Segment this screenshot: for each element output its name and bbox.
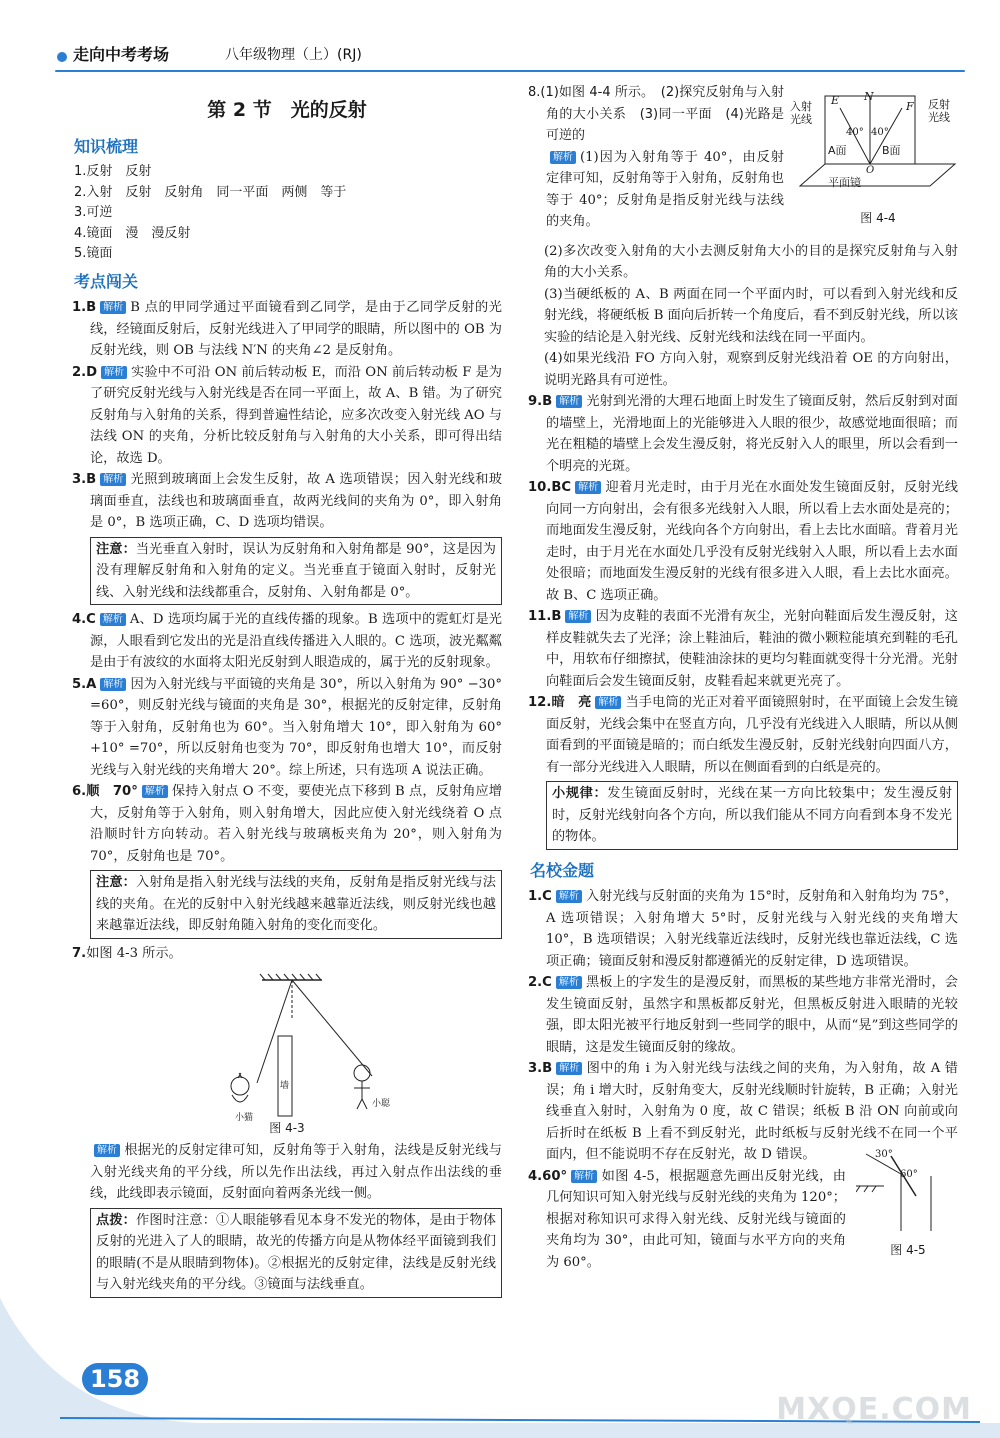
analysis-tag: 解析: [100, 678, 126, 691]
answer-text: B 点的甲同学通过平面镜看到乙同学，是由于乙同学反射的光线，经镜面反射后，反射光线进入了甲同学的眼睛，所以图中的 OB 为反射光线，则 OB 与法线 N′N 的夹角∠2 是反射角。: [90, 300, 502, 358]
analysis-tag: 解析: [556, 1062, 582, 1075]
left-column: [72, 82, 502, 1302]
right-column: [528, 82, 958, 1273]
answer-item: [72, 609, 502, 674]
incident-ray-label: 入射光线: [790, 100, 812, 126]
watermark: MXQE.COM: [776, 1391, 972, 1427]
knowledge-item: 2.入射 反射 反射角 同一平面 两侧 等于: [74, 184, 347, 200]
boy-label: 小聪: [372, 1099, 391, 1109]
label-f: F: [906, 100, 914, 113]
answer-text: 迎着月光走时，由于月光在水面处发生镜面反射，反射光线向同一方向射出，会有很多光线射入人眼，所以看上去水面处是亮的；而地面发生漫反射，光线向各个方向射出，看上去比水面暗。背着月光走时，由于月光在水面处几乎没有反射光线射入人眼，所以看上去水面处很暗；而地面发生漫反射的光线有很多进入人眼，看上去比水面亮。故 B、C 选项正确。: [546, 480, 958, 603]
answer-key: 6.顺 70°: [72, 784, 138, 799]
answer-key: 5.A: [72, 676, 97, 692]
note-text: 当光垂直入射时，误认为反射角和入射角都是 90°，这是因为没有理解反射角和入射角的定义。当光垂直于镜面入射时，反射光线、入射光线和法线都重合，反射角、入射角都是 0°。: [96, 541, 496, 600]
page-number: 158: [82, 1363, 148, 1395]
answer-key: 3.B: [528, 1061, 553, 1076]
answer-text: 当手电筒的光正对着平面镜照射时，在平面镜上会发生镜面反射，光线会集中在竖直方向，几乎没有光线进入人眼睛，所以从侧面看到的平面镜是暗的；而白纸发生漫反射，反射光线射向四面八方，有一部分光线进入人眼睛，所以在侧面看到的白纸是亮的。: [546, 695, 958, 775]
note-label: 点拨：: [96, 1212, 137, 1228]
heading-checkpoints: 考点闯关: [74, 271, 139, 291]
answer-key: 1.B: [72, 300, 97, 315]
answer-item: [72, 362, 502, 470]
analysis-tag: 解析: [142, 785, 168, 798]
note-text: 发生镜面反射时，光线在某一方向比较集中；发生漫反射时，反射光线射向各个方向，所以我们能从不同方向看到本身不发光的物体。: [552, 786, 953, 844]
analysis-tag: 解析: [100, 613, 126, 626]
angle-label: 30°: [875, 1148, 893, 1160]
answer-key: 1.C: [528, 889, 552, 904]
angle-label: 60°: [900, 1168, 918, 1180]
analysis-tag: 解析: [556, 976, 582, 989]
knowledge-item: 4.镜面 漫 漫反射: [74, 225, 191, 241]
answer-key: 10.BC: [528, 480, 572, 495]
header-rule: [55, 70, 965, 72]
book-brand: 走向中考考场: [73, 45, 170, 64]
note-box: [90, 870, 502, 939]
answer-item: [528, 972, 958, 1058]
note-box: [90, 1208, 502, 1298]
answer-text: 如图 4-3 所示。: [86, 945, 182, 961]
m4-block: [528, 1148, 958, 1274]
book-subtitle: 八年级物理（上）(RJ): [225, 47, 362, 63]
note-label: 注意：: [96, 875, 137, 890]
answer-item: (3)当硬纸板的 A、B 两面在同一个平面内时，可以看到入射光线和反射光线，将硬纸板 B 面向后折转一个角度后，看不到反射光线，所以该实验的结论是入射光线、反射光线和法线在同一平面内。: [544, 286, 958, 345]
label-n: N: [864, 90, 874, 103]
knowledge-item: 1.反射 反射: [74, 164, 152, 179]
answer-item: [72, 469, 502, 534]
note-box: [90, 537, 502, 606]
answer-key: 7.: [72, 945, 87, 961]
answer-text: (1)因为入射角等于 40°，由反射定律可知，反射角等于入射角，反射角也等于 40°；反射角是指反射光线与法线的夹角。: [546, 149, 784, 229]
angle-label: 40°: [871, 127, 889, 138]
answer-key: 2.D: [72, 364, 98, 380]
analysis-tag: 解析: [556, 395, 582, 408]
answer-text: 实验中不可沿 ON 前后转动板 E，而沿 ON 前后转动板 F 是为了研究反射光线与入射光线是否在同一平面上，故 A、B 错。为了研究反射角与入射角的关系，得到普遍性结论，应多次改变入射光线 AO 与法线 ON 的夹角，分析比较反射角与入射角的大小关系，即可得出结论，故选 D。: [90, 364, 502, 466]
answer-key: 4.60°: [528, 1168, 568, 1184]
answer-item: [528, 692, 958, 778]
reflected-ray-label: 反射光线: [928, 98, 950, 124]
answer-text: 光照到玻璃面上会发生反射，故 A 选项错误；因入射光线和玻璃面垂直，法线也和玻璃面垂直，故两光线间的夹角为 0°，即入射角是 0°，B 选项正确，C、D 选项均错误。: [90, 472, 502, 530]
answer-item: [72, 781, 502, 867]
figure-4-3: [72, 968, 502, 1138]
answer-key: 2.C: [528, 975, 552, 990]
answer-key: 12.暗 亮: [528, 695, 592, 710]
analysis-tag: 解析: [595, 696, 621, 709]
answer-item: [528, 147, 784, 233]
answer-item: (4)如果光线沿 FO 方向入射，观察到反射光线沿着 OE 的方向射出，说明光路具有可逆性。: [544, 351, 958, 388]
section-title: 第 2 节 光的反射: [207, 99, 367, 121]
answer-text: 保持入射点 O 不变，要使光点下移到 B 点，反射角应增大，反射角等于入射角，则入射角增大，因此应使入射光线绕着 O 点沿顺时针方向转动。若入射光线与玻璃板夹角为 20°，则入射角为 70°，反射角也是 70°。: [90, 784, 502, 864]
analysis-tag: 解析: [94, 1144, 120, 1157]
angle-label: 40°: [846, 127, 864, 138]
answer-item: [528, 1166, 846, 1274]
analysis-tag: 解析: [575, 481, 601, 494]
mirror-label: 平面镜: [828, 176, 861, 189]
analysis-tag: 解析: [100, 301, 126, 314]
answer-text: 光射到光滑的大理石地面上时发生了镜面反射，然后反射到对面的墙壁上，光滑地面上的光能够进入人眼的很少，故感觉地面很暗；而光在粗糙的墙壁上会发生漫反射，将光反射入人的眼里，所以会看到一个明亮的光斑。: [546, 394, 958, 474]
answer-text: 如图 4-5，根据题意先画出反射光线，由几何知识可知入射光线与反射光线的夹角为 120°；根据对称知识可求得入射光线、反射光线与镜面的夹角均为 30°，由此可知，镜面与水平方向的夹角为 60°。: [546, 1168, 846, 1270]
point-o-label: O: [866, 165, 875, 176]
answer-item: [72, 297, 502, 362]
knowledge-item: 3.可逆: [74, 205, 113, 220]
answer-item: [528, 477, 958, 606]
header-dot-icon: [57, 52, 67, 62]
answer-item: [72, 674, 502, 782]
answer-item: 8.(1)如图 4-4 所示。 (2)探究反射角与入射角的大小关系 (3)同一平面 (4)光路是可逆的: [528, 85, 784, 143]
note-text: 入射角是指入射光线与法线的夹角，反射角是指反射光线与法线的夹角。在光的反射中入射光线越来越靠近法线，则反射光线也越来越靠近法线，即反射角随入射角的变化而变化。: [96, 875, 496, 933]
figure-caption: 图 4-5: [890, 1242, 926, 1257]
analysis-tag: 解析: [571, 1170, 597, 1183]
answer-key: 11.B: [528, 609, 562, 624]
answer-text: 根据光的反射定律可知，反射角等于入射角，法线是反射光线与入射光线夹角的平分线，所以先作出法线，再过入射点作出法线的垂线，此线即表示镜面，反射面向着两条光线一侧。: [90, 1143, 502, 1201]
knowledge-item: 5.镜面: [74, 246, 113, 261]
answer-text: 因为入射光线与平面镜的夹角是 30°，所以入射角为 90° −30° =60°，则反射光线与镜面的夹角是 30°，根据光的反射定律，反射角等于入射角，反射角也为 60°。当入射角增大 10°，即入射角为 60° +10° =70°，所以反射角也变为 70°，即反射角也增大 10°，而反射光线与入射光线的夹角增大 20°。综上所述，只有选项 A 说法正确。: [90, 676, 502, 778]
answer-text: 图中的角 i 为入射光线与法线之间的夹角，为入射角，故 A 错误；角 i 增大时，反射角变大，反射光线顺时针旋转，B 正确；入射光线垂直入射时，入射角为 0 度，故 C 错误；纸板 B 沿 ON 向前或向后折时在纸板 B 上看不到反射光，此时纸板与反射光线不在同一个平面内，但不能说明不存在反射光，故 D 错误。: [546, 1061, 958, 1162]
answer-item: [72, 943, 502, 965]
answer-key: 3.B: [72, 472, 97, 487]
cat-label: 小猫: [235, 1113, 254, 1123]
analysis-tag: 解析: [565, 610, 591, 623]
answer-text: 因为皮鞋的表面不光滑有灰尘，光射向鞋面后发生漫反射，这样皮鞋就失去了光泽；涂上鞋油后，鞋油的微小颗粒能填充到鞋的毛孔中，用软布仔细擦拭，使鞋油涂抹的更均匀鞋面就变得十分光滑。光射向鞋面后会发生镜面反射，皮鞋看起来就更光亮了。: [546, 609, 958, 689]
note-box: [546, 781, 958, 850]
answer-key: 9.B: [528, 394, 553, 409]
figure-caption: 图 4-4: [860, 211, 896, 225]
running-header: [55, 42, 970, 72]
answer-text: 入射光线与反射面的夹角为 15°时，反射角和入射角均为 75°，A 选项错误；入射角增大 5°时，反射光线与入射光线的夹角增大 10°，B 选项错误；入射光线靠近法线时，反射光线也靠近法线，C 选项正确；镜面反射和漫反射都遵循光的反射定律，D 选项错误。: [546, 889, 958, 969]
heading-knowledge: 知识梳理: [74, 136, 139, 156]
note-label: 注意：: [96, 541, 136, 557]
face-b-label: B面: [882, 144, 901, 157]
answer-item: [528, 391, 958, 477]
knowledge-list: [72, 162, 502, 265]
wall-label: 墙: [280, 1081, 290, 1091]
heading-famous-school: 名校金题: [530, 860, 595, 880]
analysis-tag: 解析: [556, 890, 582, 903]
q8-text: [528, 82, 784, 233]
analysis-tag: 解析: [550, 151, 576, 164]
note-text: 作图时注意：①人眼能够看见本身不发光的物体，是由于物体反射的光进入了人的眼睛，故光的传播方向是从物体经平面镜到我们的眼睛(不是从眼睛到物体)。②根据光的反射定律，法线是反射光线与入射光线夹角的平分线。③镜面与法线垂直。: [96, 1212, 496, 1292]
label-e: E: [831, 94, 840, 107]
answer-item: (2)多次改变入射角的大小去测反射角大小的目的是探究反射角与入射角的大小关系。: [544, 243, 958, 280]
note-label: 小规律：: [552, 786, 608, 801]
analysis-tag: 解析: [101, 366, 127, 379]
answer-item: [528, 606, 958, 692]
figure-caption: 图 4-3: [269, 1121, 305, 1135]
answer-item: [72, 1140, 502, 1205]
answer-text: 黑板上的字发生的是漫反射，而黑板的某些地方非常光滑时，会发生镜面反射，虽然字和黑板都反射光，但黑板反射进入眼睛的光较强，即太阳光被平行地反射到一些同学的眼中，从而“晃”到这些同学的眼睛，这是发生镜面反射的缘故。: [546, 975, 958, 1055]
answer-key: 4.C: [72, 612, 96, 627]
figure-4-5-diagram: [856, 1146, 956, 1236]
analysis-tag: 解析: [100, 473, 126, 486]
q8-block: [528, 82, 958, 233]
face-a-label: A面: [828, 144, 847, 157]
answer-text: A、D 选项均属于光的直线传播的现象。B 选项中的霓虹灯是光源，人眼看到它发出的光是沿直线传播进入人眼的。C 选项，波光粼粼是由于有波纹的水面将太阳光反射到人眼造成的，属于光的反射现象。: [90, 612, 502, 670]
answer-item: [528, 886, 958, 972]
